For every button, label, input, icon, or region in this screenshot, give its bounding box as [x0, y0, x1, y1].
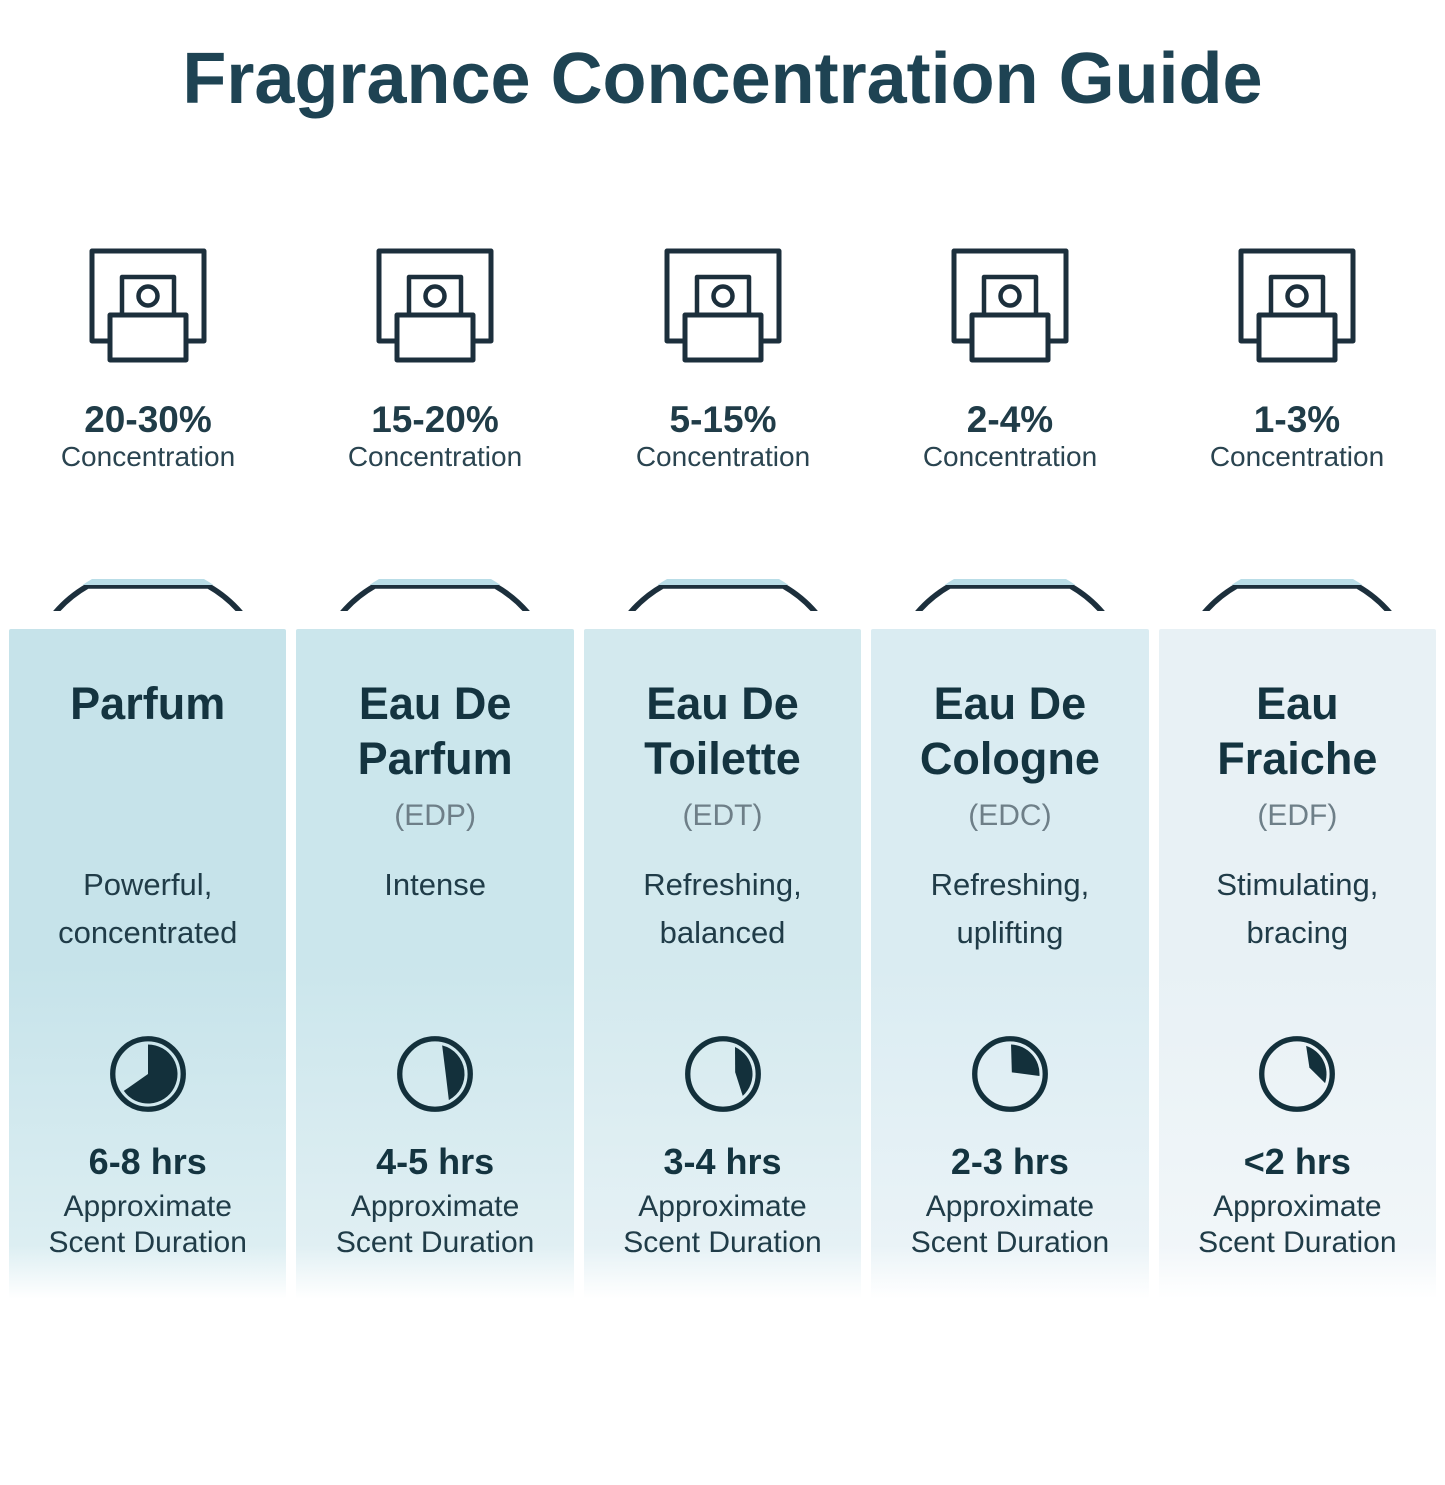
fragrance-abbreviation: (EDC)	[968, 799, 1052, 833]
bottle-concentration-label: Concentration	[60, 441, 235, 473]
scent-duration-value: 4-5 hrs	[376, 1141, 495, 1183]
clock-wedge	[124, 1045, 178, 1104]
scent-duration-label: Approximate Scent Duration	[48, 1190, 247, 1260]
bottle-concentration-label: Concentration	[635, 441, 810, 473]
liquid-fill	[1176, 562, 1418, 585]
bottle-concentration-value: 1-3%	[1254, 399, 1341, 441]
fragrance-description: Stimulating, bracing	[1216, 867, 1379, 951]
spray-nozzle-icon	[713, 287, 732, 306]
bottle-concentration-label: Concentration	[922, 441, 1098, 473]
bottle-neck	[1259, 315, 1335, 360]
perfume-bottle-icon	[877, 245, 1143, 611]
scent-duration-value: <2 hrs	[1243, 1141, 1351, 1183]
bottle-neck	[685, 315, 761, 360]
bottle-concentration-value: 15-20%	[371, 399, 499, 441]
liquid-fill	[889, 549, 1131, 586]
bottle-neck	[397, 315, 473, 360]
clock-icon	[394, 1033, 476, 1115]
perfume-bottle-icon	[590, 245, 856, 611]
fragrance-name: Eau De Parfum	[357, 678, 513, 785]
fragrance-abbreviation	[9, 799, 286, 845]
scent-duration-label: Approximate Scent Duration	[910, 1190, 1110, 1260]
clock-icon	[682, 1033, 764, 1115]
spray-nozzle-icon	[426, 287, 445, 306]
bottle-concentration-value: 20-30%	[83, 399, 212, 441]
fragrance-description: Intense	[384, 867, 486, 903]
bottle-neck	[110, 315, 186, 360]
spray-nozzle-icon	[138, 287, 157, 306]
liquid-surface	[602, 528, 844, 533]
bottle-concentration-value: 2-4%	[966, 399, 1054, 441]
clock-icon	[1256, 1033, 1338, 1115]
fragrance-panel	[871, 629, 1148, 1299]
bottle-body	[601, 586, 845, 611]
liquid-fill	[602, 528, 844, 585]
fragrance-column	[9, 245, 286, 1299]
fragrance-name: Eau Fraiche	[1217, 678, 1378, 785]
fragrance-name: Eau De Toilette	[644, 678, 801, 785]
fragrance-column	[1159, 245, 1436, 1299]
clock-icon	[969, 1033, 1051, 1115]
scent-duration-value: 2-3 hrs	[950, 1141, 1069, 1183]
fragrance-panel	[1159, 629, 1436, 1299]
bottle-body	[888, 586, 1132, 611]
bottle-body	[1175, 586, 1419, 611]
fragrance-description: Refreshing, balanced	[643, 867, 802, 951]
fragrance-description: Refreshing, uplifting	[930, 867, 1090, 951]
scent-duration-label: Approximate Scent Duration	[1198, 1190, 1397, 1260]
liquid-surface	[889, 549, 1131, 554]
bottle-concentration-label: Concentration	[347, 441, 523, 473]
bottle-concentration-label: Concentration	[1210, 441, 1385, 473]
liquid-fill	[314, 506, 556, 585]
fragrance-panel	[9, 629, 286, 1299]
bottle-body	[313, 586, 557, 611]
scent-duration-value: 6-8 hrs	[88, 1141, 207, 1183]
perfume-bottle-icon	[302, 245, 568, 611]
fragrance-name: Eau De Cologne	[919, 678, 1100, 785]
fragrance-column	[296, 245, 573, 1299]
fragrance-abbreviation: (EDT)	[682, 799, 763, 833]
fragrance-column	[584, 245, 861, 1299]
bottle-body	[26, 586, 270, 611]
spray-nozzle-icon	[1288, 287, 1307, 306]
liquid-surface	[1176, 562, 1418, 567]
fragrance-column	[871, 245, 1148, 1299]
liquid-fill	[27, 486, 269, 585]
perfume-bottle-icon	[1164, 245, 1430, 611]
fragrance-description: Powerful, concentrated	[58, 867, 238, 951]
clock-icon	[107, 1033, 189, 1115]
liquid-surface	[27, 486, 269, 491]
fragrance-name: Parfum	[70, 678, 226, 730]
bottle-neck	[972, 315, 1048, 360]
fragrance-panel	[296, 629, 573, 1299]
columns	[0, 245, 1445, 1299]
spray-nozzle-icon	[1000, 287, 1019, 306]
liquid-surface	[314, 506, 556, 511]
fragrance-abbreviation: (EDP)	[394, 799, 476, 833]
scent-duration-label: Approximate Scent Duration	[335, 1190, 535, 1260]
page-title: Fragrance Concentration Guide	[182, 39, 1263, 119]
fragrance-panel	[584, 629, 861, 1299]
scent-duration-label: Approximate Scent Duration	[623, 1190, 822, 1260]
bottle-concentration-value: 5-15%	[669, 399, 776, 441]
fragrance-abbreviation: (EDF)	[1257, 799, 1338, 833]
scent-duration-value: 3-4 hrs	[663, 1141, 782, 1183]
perfume-bottle-icon	[15, 245, 281, 611]
